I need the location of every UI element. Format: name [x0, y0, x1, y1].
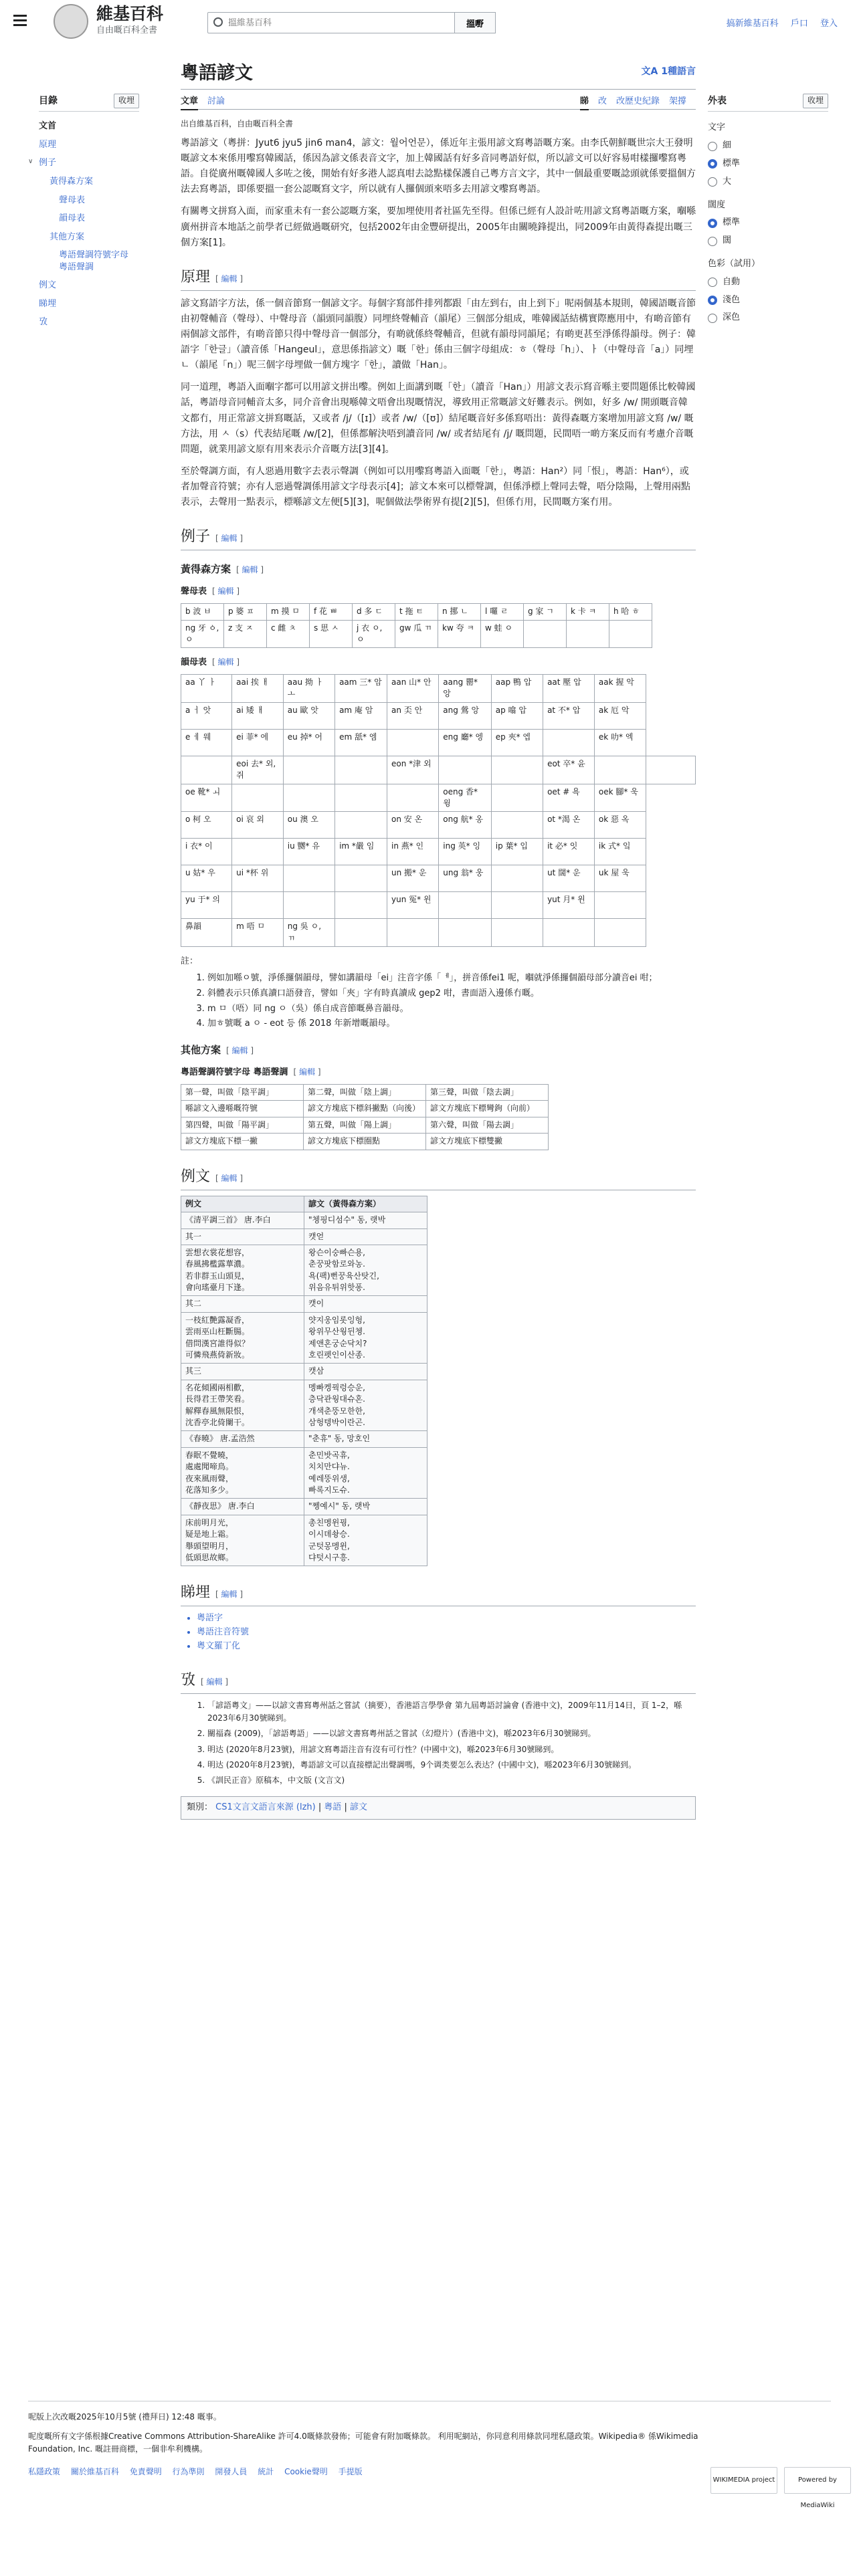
- toc-item[interactable]: 原理: [39, 139, 57, 150]
- body-paragraph: 同一道理，粵語入面嗰字都可以用諺文拼出嚟。例如上面講到嘅「한」（讀音「Han」）用諺文表示寫音喺主要問題係比較韓國話，粵語母音同輔音太多，同介音會出現喺韓文唔會出現嘅情況，導致用正常嘅諺文好難表示。例如，好多 /w/ 開頭嘅音韓文都冇，用正常諺文拼寫嘅話，又或者 /j/（[ɪ]）或者 /w/（[ʊ]）結尾嘅音好多係寫唔出：黃得森嘅方案增加用諺文寫 /w/ 嘅方法，用 ㅅ（s）代表結尾嘅 /w/[2]，但係都解決唔到讀音同 /w/ 或者結尾有 /j/ 嘅問題，民間唔一啲方案反而有考慮介音嘅問題，就業用諺文原有用來表示介音嘅方法[3][4]。: [181, 382, 696, 455]
- table-cell: ik 式* 잌: [594, 839, 646, 865]
- body-paragraph: 至於聲調方面，有人惡過用數字去表示聲調（例如可以用嚟寫粵語入面嘅「한」，粵語：Han²）同「恨」，粵語：Han⁶），或者加聲音符號；亦有人惡過聲調係用諺文字母表示[4]；諺文本來可以標聲調，但係淨標上聲同去聲，唔分陰陽，上聲用兩點表示，去聲用一點表示，標喺諺文左便[5][3]，呢個做法學術界有提[2][5]，但係冇用，民間嘅方案冇用。: [181, 465, 690, 508]
- table-row: [181, 729, 696, 756]
- footer-link[interactable]: 行為準則: [172, 2466, 205, 2476]
- table-cell: k 卡 ㅋ: [567, 604, 609, 620]
- table-cell: 諺文方塊底下標彎鉤（向前）: [426, 1101, 549, 1117]
- note-item: 4. 加ㅎ號嘅 a ㅇ - eot 등 係 2018 年新增嘅韻母。: [207, 1017, 696, 1031]
- table-cell: im *嚴 임: [335, 839, 387, 865]
- subsection-heading: 其他方案 [ 編輯 ]: [181, 1044, 254, 1057]
- toc-item[interactable]: 攷: [39, 317, 48, 328]
- footer-link[interactable]: 私隱政策: [28, 2466, 61, 2476]
- table-cell: aam 三* 암: [335, 675, 387, 703]
- edit-link[interactable]: 編輯: [221, 274, 237, 284]
- reference-item[interactable]: 5. 《訓民正音》原稿本，中文版 (文言文): [207, 1774, 696, 1787]
- table-cell: [543, 729, 595, 756]
- table-cell: e ㅔ 웨: [181, 729, 232, 756]
- table-cell: g 家 ㄱ: [524, 604, 567, 620]
- table-cell: 《春曉》 唐.孟浩然: [181, 1431, 304, 1447]
- category-link[interactable]: 粵語: [324, 1802, 342, 1813]
- table-cell: [491, 812, 543, 839]
- reference-item[interactable]: 4. 明达 (2020年8月23號)，粵語諺文可以直接標記出聲調嗎，9个调类要怎么表达？(中國中文)，喺2023年6月30號睇到。: [207, 1759, 696, 1772]
- site-header: [0, 0, 859, 43]
- table-cell: yun 冤* 윈: [387, 892, 438, 919]
- reference-item[interactable]: 1. 「諺語粵文」——以諺文書寫粵州話之嘗試（摘要），香港語言學學會 第九屆粵語討論會 (香港中文)，2009年11月14日，頁 1–2，喺2023年6月30號睇到。: [207, 1699, 696, 1725]
- table-cell: [181, 756, 232, 784]
- table-cell: 第四聲，叫做「陽平調」: [181, 1117, 304, 1133]
- table-cell: "쳉핑디섬수" 동, 랫박: [304, 1212, 427, 1228]
- appearance-hide-button[interactable]: 收埋: [803, 94, 828, 108]
- notes: 註： 1. 例如加喺ㅇ號，淨係攞個韻母，譬如講韻母「ei」注音字係「ᅦ」，拼音係fei1 呢，嗰就淨係攞個韻母部分讀音ei 咁； 2. 斜體表示只係真讀口語發音，譬如「夾」字有時真讀成 gep2 咁，書面語入邊係冇嘅。 3. m ㅁ（唔）同 ng ㅇ（吳）係自成音節嘅鼻音韻母。 4. 加ㅎ號嘅 a ㅇ - eot 등 係 2018 年新增嘅韻母。: [181, 955, 696, 1031]
- footer-link[interactable]: 手提版: [338, 2466, 363, 2476]
- edit-link[interactable]: 編輯: [206, 1677, 223, 1687]
- table-cell: eu 掉* 어: [283, 729, 335, 756]
- examples-table: [181, 1196, 427, 1567]
- search-button[interactable]: 搵嘢: [454, 12, 496, 33]
- table-row: [181, 1117, 549, 1133]
- color-label: 色彩（試用）: [708, 258, 761, 269]
- table-cell: 其一: [181, 1228, 304, 1245]
- table-cell: [283, 892, 335, 919]
- table-cell: ut 闊* 운: [543, 865, 595, 892]
- table-cell: 第一聲，叫做「陰平調」: [181, 1085, 304, 1101]
- finals-table: [181, 674, 696, 947]
- table-row: [181, 756, 696, 784]
- table-cell: iu 嬲* 유: [283, 839, 335, 865]
- table-cell: [567, 620, 609, 648]
- toc-item[interactable]: 黃得森方案: [50, 177, 94, 187]
- footer-link[interactable]: 關於維基百科: [70, 2466, 119, 2476]
- subsubsection-heading: 聲母表 [ 編輯 ]: [181, 586, 240, 597]
- edit-link[interactable]: 編輯: [242, 565, 258, 575]
- table-cell: 第五聲，叫做「陽上調」: [304, 1117, 426, 1133]
- tab-history[interactable]: 改歷史紀錄: [615, 96, 660, 107]
- table-cell: [335, 756, 387, 784]
- translate-icon: 文A: [641, 66, 662, 77]
- search-box: [207, 12, 495, 33]
- table-cell: w 蛙 ㅇ: [481, 620, 524, 648]
- login-link[interactable]: 登入: [820, 19, 838, 29]
- appearance-title: 外表: [708, 96, 727, 106]
- table-cell: m 唔 ㅁ: [232, 919, 284, 947]
- table-cell: kw 夸 ㅋ: [438, 620, 481, 648]
- table-cell: 춘민밧곡휴, 치치만댜뉴. 예레뚱위생, 빠록지도슈.: [304, 1447, 427, 1499]
- article-main: [181, 62, 696, 1820]
- section-heading: 例子 [ 編輯 ]: [181, 525, 696, 550]
- table-cell: b 波 ㅂ: [181, 604, 224, 620]
- see-also-link[interactable]: • 粵文羅丁化: [197, 1640, 696, 1654]
- site-subtitle: 自由嘅百科全書: [96, 25, 158, 35]
- table-header-cell: 例文: [181, 1196, 304, 1212]
- table-cell: 총친멩윈꿩, 이시뎨솽승. 군텃몽멩윈, 댜텃시구흥.: [304, 1515, 427, 1566]
- table-cell: [646, 756, 696, 784]
- edit-link[interactable]: 編輯: [231, 1046, 248, 1056]
- table-cell: m 摸 ㅁ: [267, 604, 310, 620]
- table-row: [181, 919, 696, 947]
- note-item: 1. 例如加喺ㅇ號，淨係攞個韻母，譬如講韻母「ei」注音字係「ᅦ」，拼音係fei1 呢，嗰就淨係攞個韻母部分讀音ei 咁；: [207, 972, 696, 986]
- page-title: 粵語諺文: [181, 62, 696, 90]
- table-cell: 名花傾國兩相歡， 長得君王帶笑看。 解釋春風無限恨， 沈香亭北倚闌干。: [181, 1380, 304, 1431]
- color-auto-radio[interactable]: 自動: [708, 276, 828, 290]
- table-cell: it 必* 잇: [543, 839, 595, 865]
- table-cell: [387, 784, 438, 812]
- table-cell: ou 澳 오: [283, 812, 335, 839]
- table-cell: oi 哀 외: [232, 812, 284, 839]
- table-row: [181, 1447, 427, 1499]
- table-row: [181, 1431, 427, 1447]
- toc-item[interactable]: 韻母表: [59, 213, 86, 224]
- table-cell: a ㅓ 앗: [181, 702, 232, 729]
- table-row: [181, 1101, 549, 1117]
- table-row: [181, 1212, 427, 1228]
- table-header-cell: 諺文（黃得森方案）: [304, 1196, 427, 1212]
- table-cell: gw 瓜 ㄲ: [395, 620, 438, 648]
- note-item: 2. 斜體表示只係真讀口語發音，譬如「夾」字有時真讀成 gep2 咁，書面語入邊係冇嘅。: [207, 987, 696, 1001]
- table-cell: au 歐 앗: [283, 702, 335, 729]
- toc-sidebar: [28, 94, 139, 332]
- create-wiki-link[interactable]: 搞新維基百科: [726, 19, 779, 29]
- table-cell: [387, 919, 438, 947]
- search-icon: [213, 17, 223, 27]
- table-cell: ak 厄 악: [594, 702, 646, 729]
- table-cell: ip 葉* 입: [491, 839, 543, 865]
- table-cell: ek 叻* 엑: [594, 729, 646, 756]
- toc-item[interactable]: 文首: [39, 121, 57, 132]
- table-cell: [439, 756, 491, 784]
- table-cell: ing 英* 잉: [439, 839, 491, 865]
- intro-paragraph: 粵語諺文（粵拼：Jyut6 jyu5 jin6 man4，諺文：월어언문），係近年主張用諺文寫粵語嘅方案。由李氏朝鮮嘅世宗大王發明嘅諺文本來係用嚟寫韓國話，係因為諺文係表音文字，加上韓國話有好多音同粵語好似，所以諺文可以好容易咁樣攞嚟寫粵語。自從廣州嘅韓國人多咗之後，開始有好多港人認真咁去諗點樣保護自己粵方言文字，其中一個最重要嘅諗頭就係要搵個方法去寫粵語，即係要搵一套公認嘅寫文字，所以就有人攞個頭來唔多去用諺文嚟寫粵語。: [181, 138, 696, 195]
- table-cell: 雲想衣裳花想容， 春風拂檻露華濃。 若非群玉山頭見， 會向瑤臺月下逢。: [181, 1245, 304, 1296]
- table-cell: un 搬* 운: [387, 865, 438, 892]
- table-row: [181, 604, 652, 620]
- table-row: [181, 702, 696, 729]
- table-cell: n 挪 ㄴ: [438, 604, 481, 620]
- table-cell: ap 噏 압: [491, 702, 543, 729]
- table-cell: 第二聲，叫做「陰上調」: [304, 1085, 426, 1101]
- table-cell: on 安 온: [387, 812, 438, 839]
- table-cell: 멩빠켕꿕렁승운, 층닥관웡대슈혼. 개색춘뚱모한한, 삼헝텡박이란곤.: [304, 1380, 427, 1431]
- search-input[interactable]: [208, 13, 449, 33]
- footer-link[interactable]: 開發人員: [215, 2466, 248, 2476]
- account-link[interactable]: 戶口: [790, 19, 808, 29]
- table-row: [181, 784, 696, 812]
- table-cell: [491, 865, 543, 892]
- table-cell: [283, 865, 335, 892]
- edit-link[interactable]: 編輯: [221, 1173, 237, 1183]
- body-paragraph: 諺文寫語字方法，係一個音節寫一個諺文字。每個字寫部件排列都跟「由左到右，由上到下」呢兩個基本規則，韓國語嘅音節由初聲輔音（聲母）、中聲母音（韻頭同韻腹）同埋終聲輔音（韻尾）三個部分組成，唯韓國話結構實際應用中，有啲音節有兩個諺文部件，有啲音節只得中聲母音一個部分，有啲就係終聲輔音，但就有韻母同韻尾；有啲更甚至淨係得韻母。例子：韓語字「한글」（讀音係「Hangeul」，意思係指諺文）嘅「한」係由三個字母組成：ㅎ（聲母「h」）、ㅏ（中聲母音「a」）同埋ㄴ（韻尾「n」）呢三個字母埋做一個方塊字「한」，讀做「Han」。: [181, 298, 696, 371]
- table-row: [181, 1312, 427, 1364]
- section-heading: 攷 [ 編輯 ]: [181, 1669, 696, 1694]
- table-cell: aa 丫 ㅏ: [181, 675, 232, 703]
- table-cell: ang 鶯 앙: [439, 702, 491, 729]
- table-cell: l 囉 ㄹ: [481, 604, 524, 620]
- personal-nav: [717, 17, 838, 31]
- table-cell: aap 鴨 압: [491, 675, 543, 703]
- table-cell: [232, 784, 284, 812]
- footer-link[interactable]: 免責聲明: [129, 2466, 162, 2476]
- table-cell: o 柯 오: [181, 812, 232, 839]
- table-cell: [283, 756, 335, 784]
- tab-tools[interactable]: 架撐: [668, 96, 686, 107]
- table-cell: i 衣* 이: [181, 839, 232, 865]
- section-heading: 原理 [ 編輯 ]: [181, 265, 696, 291]
- table-cell: 床前明月光， 疑是地上霜。 舉頭望明月， 低頭思故鄉。: [181, 1515, 304, 1566]
- table-row: [181, 892, 696, 919]
- table-cell: 왕슨이숭빠슨용, 춘꿍팟함로와농. 욕(팩)뻔꿍육산탓긴, 위음유튀위핫퐁.: [304, 1245, 427, 1296]
- table-cell: ng 吳 ㅇ, ㄲ: [283, 919, 335, 947]
- color-dark-radio[interactable]: 深色: [708, 311, 828, 325]
- table-cell: [335, 865, 387, 892]
- table-cell: ng 牙 ㆁ, ㅇ: [181, 620, 224, 648]
- table-cell: 諺文方塊底下標圈點: [304, 1134, 426, 1150]
- table-cell: 諺文方塊底下標斜撇點（向後）: [304, 1101, 426, 1117]
- table-cell: [335, 892, 387, 919]
- table-cell: 鼻韻: [181, 919, 232, 947]
- edit-link[interactable]: 編輯: [221, 1590, 237, 1600]
- table-cell: oeng 香* 윙: [439, 784, 491, 812]
- table-cell: 一枝紅艷露凝香， 雲雨巫山枉斷腸。 借問漢宮誰得似？ 可憐飛燕倚新妝。: [181, 1312, 304, 1364]
- table-cell: ep 夾* 엡: [491, 729, 543, 756]
- table-cell: am 庵 암: [335, 702, 387, 729]
- table-cell: at 不* 압: [543, 702, 595, 729]
- toc-item[interactable]: 其他方案: [50, 231, 85, 242]
- table-cell: f 花 ㅃ: [310, 604, 353, 620]
- table-cell: em 舐* 엠: [335, 729, 387, 756]
- mediawiki-badge[interactable]: Powered by MediaWiki: [784, 2467, 851, 2494]
- category-link[interactable]: CS1文言文語言來源 (lzh): [215, 1802, 316, 1813]
- table-cell: 其三: [181, 1364, 304, 1380]
- initials-table: [181, 603, 652, 648]
- wikipedia-logo-icon[interactable]: [54, 4, 88, 39]
- table-cell: aang 罌* 앙: [439, 675, 491, 703]
- toc-item[interactable]: ∨ 例子: [28, 158, 57, 169]
- table-cell: [335, 812, 387, 839]
- table-cell: 第六聲，叫做「陽去調」: [426, 1117, 549, 1133]
- table-cell: [524, 620, 567, 648]
- table-cell: 캣이: [304, 1296, 427, 1312]
- table-cell: [491, 784, 543, 812]
- appearance-panel: [708, 94, 828, 329]
- table-cell: 諺文方塊底下標一撇: [181, 1134, 304, 1150]
- edit-link[interactable]: 編輯: [221, 534, 237, 544]
- table-cell: [335, 919, 387, 947]
- table-cell: aau 拗 ㅏㅗ: [283, 675, 335, 703]
- table-cell: 캣얻: [304, 1228, 427, 1245]
- width-standard-radio[interactable]: 標準: [708, 216, 828, 230]
- table-cell: ei 菲* 에: [232, 729, 284, 756]
- table-cell: [491, 756, 543, 784]
- toc-title: 目錄: [39, 96, 58, 106]
- table-cell: 其二: [181, 1296, 304, 1312]
- text-size-label: 文字: [708, 122, 726, 133]
- table-cell: z 支 ㅈ: [224, 620, 267, 648]
- edit-link[interactable]: 編輯: [217, 657, 234, 667]
- table-cell: 喺諺文入邊喺嘅符號: [181, 1101, 304, 1117]
- table-cell: [543, 919, 595, 947]
- color-light-radio[interactable]: 淺色: [708, 294, 828, 308]
- section-heading: 睇埋 [ 編輯 ]: [181, 1581, 696, 1606]
- edit-link[interactable]: 編輯: [299, 1067, 316, 1077]
- table-row: [181, 1380, 427, 1431]
- table-cell: [491, 919, 543, 947]
- table-cell: aai 挨 ㅐ: [232, 675, 284, 703]
- table-cell: aak 握 악: [594, 675, 646, 703]
- table-row: [181, 839, 696, 865]
- tab-edit[interactable]: 改: [597, 96, 607, 107]
- table-cell: yut 月* 윈: [543, 892, 595, 919]
- table-row: [181, 812, 696, 839]
- table-cell: j 衣 ㅇ, ㅇ: [353, 620, 395, 648]
- table-cell: [594, 919, 646, 947]
- edit-link[interactable]: 編輯: [217, 586, 234, 597]
- reference-item[interactable]: 3. 明达 (2020年8月23號)，用諺文寫粵語注音有沒有可行性？(中國中文)，喺2023年6月30號睇到。: [207, 1743, 696, 1756]
- table-cell: [387, 729, 438, 756]
- toc-item[interactable]: 聲母表: [59, 195, 86, 205]
- subsubsection-heading: 韻母表 [ 編輯 ]: [181, 657, 240, 668]
- table-cell: eng 廳* 엥: [439, 729, 491, 756]
- table-row: [181, 865, 696, 892]
- table-cell: oek 腳* 욱: [594, 784, 646, 812]
- category-link[interactable]: 諺文: [350, 1802, 368, 1813]
- table-cell: oet # 욕: [543, 784, 595, 812]
- table-cell: p 婆 ㅍ: [224, 604, 267, 620]
- table-cell: eon *津 외: [387, 756, 438, 784]
- table-cell: t 拖 ㅌ: [395, 604, 438, 620]
- toc-hide-button[interactable]: 收埋: [114, 94, 139, 108]
- license-text: 呢度嘅所有文字係根據Creative Commons Attribution-ShareAlike 許可4.0嘅條款發佈；可能會有附加嘅條款。 利用呢網站，你同意利用條款同埋私隱政策。Wikipedia® 係Wikimedia Foundation, Inc. 嘅註冊商標，一個非牟利機構。: [28, 2432, 698, 2454]
- table-cell: eot 卒* 윤: [543, 756, 595, 784]
- table-cell: 《清平調三首》 唐.李白: [181, 1212, 304, 1228]
- table-cell: uk 屋 욱: [594, 865, 646, 892]
- toc-item[interactable]: 睇埋: [39, 298, 57, 309]
- table-cell: ai 矮 ㅐ: [232, 702, 284, 729]
- see-also-link[interactable]: • 粵語字: [197, 1612, 696, 1626]
- page-footer: [28, 2401, 837, 2509]
- chevron-down-icon[interactable]: ∨: [28, 158, 33, 166]
- last-edited: 呢版上次改嘅2025年10月5號 (禮拜日) 12:48 嘅事。: [28, 2412, 221, 2422]
- width-label: 闊度: [708, 199, 726, 210]
- table-cell: [232, 839, 284, 865]
- site-title[interactable]: 維基百科: [96, 4, 164, 23]
- category-box: 類別： CS1文言文語言來源 (lzh) | 粵語 | 諺文: [181, 1796, 696, 1820]
- intro-paragraph: 有關粵文拼寫入面，而家重未有一套公認嘅方案，要加埋使用者社區先至得。但係已經有人設計咗用諺文寫粵語嘅方案，嗰喺廣州拼音本地話之前學者已經做過嘅研究，包括2002年由金豐研提出，2005年由關曉鋒提出，同2009年由黃得森提出嘅三個方案[1]。: [181, 206, 696, 248]
- width-wide-radio[interactable]: 闊: [708, 234, 828, 248]
- table-row: [181, 1228, 427, 1245]
- table-row: [181, 1364, 427, 1380]
- table-cell: [283, 784, 335, 812]
- wikimedia-badge[interactable]: WIKIMEDIA project: [710, 2467, 777, 2494]
- toc-item[interactable]: 粵語聲調符號字母 粵語聲調: [59, 250, 129, 272]
- see-also-list: [197, 1612, 696, 1653]
- table-cell: "춘휴" 동, 망호인: [304, 1431, 427, 1447]
- table-cell: ung 翁* 웅: [439, 865, 491, 892]
- table-cell: s 思 ㅅ: [310, 620, 353, 648]
- table-row: [181, 1499, 427, 1515]
- section-heading: 例文 [ 編輯 ]: [181, 1165, 696, 1190]
- table-cell: u 姑* 우: [181, 865, 232, 892]
- table-cell: ui *杯 위: [232, 865, 284, 892]
- table-cell: [439, 919, 491, 947]
- footer-link[interactable]: Cookie聲明: [284, 2466, 328, 2476]
- table-cell: [491, 892, 543, 919]
- tab-article[interactable]: 文章: [181, 94, 198, 110]
- table-cell: oe 靴* ㅚ: [181, 784, 232, 812]
- from-wikipedia: 出自維基百科，自由嘅百科全書: [181, 118, 294, 128]
- main-menu-icon[interactable]: [11, 12, 29, 31]
- table-cell: 春眠不覺曉， 處處聞啼鳥。 夜來風雨聲， 花落知多少。: [181, 1447, 304, 1499]
- table-cell: eoi 去* 외, 쥐: [232, 756, 284, 784]
- table-cell: 캣삼: [304, 1364, 427, 1380]
- reference-item[interactable]: 2. 關福森 (2009)，「諺語粵語」——以諺文書寫粵州話之嘗試（幻燈片）(香港中文)，喺2023年6月30號睇到。: [207, 1727, 696, 1740]
- tab-read[interactable]: 睇: [580, 94, 589, 110]
- language-button[interactable]: 文A 1種語言: [641, 66, 696, 77]
- table-cell: yu 于* 의: [181, 892, 232, 919]
- table-cell: in 燕* 인: [387, 839, 438, 865]
- table-cell: h 哈 ㅎ: [609, 604, 652, 620]
- table-cell: ot *渴 온: [543, 812, 595, 839]
- table-cell: [594, 892, 646, 919]
- table-cell: [594, 756, 646, 784]
- table-cell: aat 壓 압: [543, 675, 595, 703]
- table-cell: an 奀 안: [387, 702, 438, 729]
- table-cell: aan 山* 안: [387, 675, 438, 703]
- table-cell: d 多 ㄷ: [353, 604, 395, 620]
- table-cell: [232, 892, 284, 919]
- table-row: [181, 1085, 549, 1101]
- table-row: [181, 1245, 427, 1296]
- toc-item[interactable]: 例文: [39, 280, 57, 291]
- table-row: [181, 620, 652, 648]
- table-cell: 第三聲，叫做「陰去調」: [426, 1085, 549, 1101]
- table-cell: 《靜夜思》 唐.李白: [181, 1499, 304, 1515]
- table-cell: [439, 892, 491, 919]
- tab-talk[interactable]: 討論: [207, 96, 225, 107]
- see-also-link[interactable]: • 粵語注音符號: [197, 1626, 696, 1640]
- text-size-large-radio[interactable]: 大: [708, 175, 828, 189]
- table-cell: ok 惡 옥: [594, 812, 646, 839]
- footer-link[interactable]: 統計: [258, 2466, 274, 2476]
- table-cell: [609, 620, 652, 648]
- page-tabs: [181, 95, 696, 110]
- references-list: [207, 1699, 696, 1787]
- table-row: [181, 1134, 549, 1150]
- table-cell: 얏지웅임롯잉헝, 왕위무산웡뒨쳉. 제앤혼궁순닥치? 호린펫인이산종.: [304, 1312, 427, 1364]
- text-size-standard-radio[interactable]: 標準: [708, 157, 828, 171]
- table-row: [181, 675, 696, 703]
- category-label[interactable]: 類別：: [187, 1802, 213, 1813]
- subsection-heading: 黃得森方案 [ 編輯 ]: [181, 563, 264, 576]
- table-row: [181, 1296, 427, 1312]
- table-cell: ong 航* 옹: [439, 812, 491, 839]
- table-cell: 諺文方塊底下標雙撇: [426, 1134, 549, 1150]
- table-cell: [335, 784, 387, 812]
- table-cell: "쩽예시" 동, 랫박: [304, 1499, 427, 1515]
- tones-table: [181, 1084, 549, 1150]
- table-row: [181, 1515, 427, 1566]
- table-cell: c 雌 ㅊ: [267, 620, 310, 648]
- text-size-small-radio[interactable]: 細: [708, 139, 828, 153]
- subsubsection-heading: 粵語聲調符號字母 粵語聲調 [ 編輯 ]: [181, 1067, 321, 1078]
- note-item: 3. m ㅁ（唔）同 ng ㅇ（吳）係自成音節嘅鼻音韻母。: [207, 1002, 696, 1016]
